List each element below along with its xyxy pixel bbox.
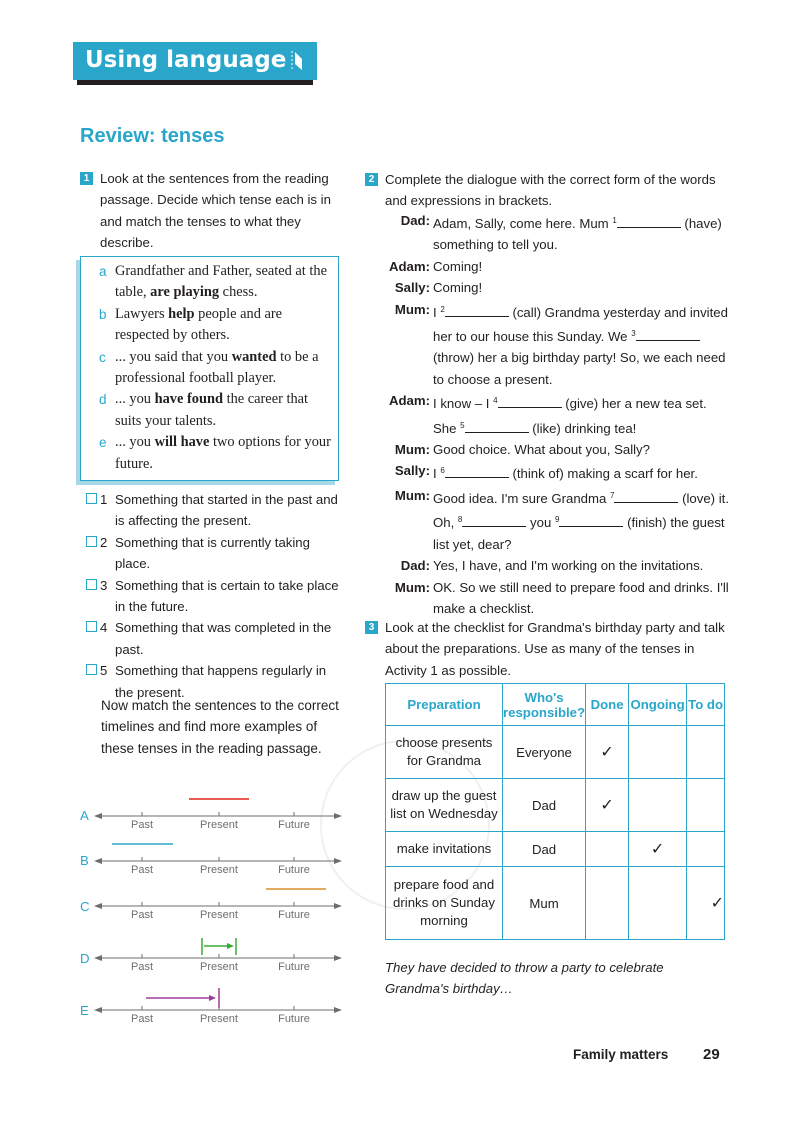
arrow-right-icon: [334, 903, 342, 909]
timeline-label-present: Present: [200, 961, 238, 973]
dialogue-text: you: [526, 515, 555, 531]
header-preparation: Preparation: [386, 684, 503, 726]
dialogue-text: (think of) making a scarf for her.: [508, 466, 698, 482]
sentence-item: [99, 261, 332, 304]
timeline-label-past: Past: [130, 961, 154, 973]
blank-number: 1: [612, 216, 617, 225]
sentence-letter: b: [99, 306, 107, 322]
description-text: Something that started in the past and is affecting the present.: [115, 492, 338, 529]
dialogue-text: Coming!: [433, 280, 483, 296]
blank-number: 8: [457, 515, 463, 525]
arrow-left-icon: [94, 955, 102, 961]
sentence-text-post: two options for your future.: [115, 434, 331, 472]
answer-blank[interactable]: [465, 421, 529, 433]
activity2-number: 2: [365, 173, 378, 186]
sentence-text-post: chess.: [219, 284, 258, 301]
timeline-b: [94, 844, 342, 876]
dialogue-text: I: [433, 304, 441, 320]
sentence-text-pre: ... you: [115, 434, 155, 451]
answer-blank[interactable]: [498, 396, 562, 408]
cell-preparation: choose presents for Grandma: [386, 726, 503, 779]
dialogue-text: Good choice. What about you, Sally?: [433, 442, 650, 458]
description-number: 3: [100, 577, 108, 593]
arrow-left-icon: [94, 903, 102, 909]
speaker-name: Sally:: [394, 280, 430, 296]
check-mark-icon: ✓: [600, 797, 614, 814]
description-item: [86, 489, 346, 532]
dialogue-text: (like) drinking tea!: [528, 420, 637, 436]
sentence-text-pre: Lawyers: [115, 305, 169, 322]
activity3-instructions: Look at the checklist for Grandma's birthday party and talk about the preparations. Use as many of the tenses in Activity 1 as possible.: [385, 620, 725, 678]
dialogue: [384, 210, 729, 619]
timeline-label-future: Future: [278, 909, 310, 921]
timeline-label-past: Past: [130, 864, 154, 876]
table-row: [386, 867, 725, 940]
timeline-d: [94, 938, 342, 973]
header-todo: To do: [687, 684, 725, 726]
arrow-right-icon: [227, 943, 234, 949]
blank-number: 5: [460, 420, 465, 430]
header-done: Done: [586, 684, 629, 726]
cell-status-done: [586, 726, 629, 779]
answer-checkbox[interactable]: [86, 493, 97, 504]
description-text: Something that happens regularly in the present.: [115, 663, 327, 700]
section-title: Review: tenses: [80, 125, 225, 147]
blank-number: 2: [440, 304, 445, 314]
timeline-label-a: A: [80, 808, 89, 823]
cell-status-ongoing: [629, 779, 687, 832]
footer-page-number: 29: [703, 1046, 720, 1063]
timeline-label-future: Future: [278, 961, 310, 973]
dialogue-text: (finish) the guest list yet, dear?: [433, 515, 725, 552]
sentence-item: [99, 432, 332, 475]
description-number: 1: [100, 492, 108, 507]
answer-blank[interactable]: [462, 515, 526, 527]
speaker-name: Adam:: [388, 393, 430, 409]
speaker-name: Dad:: [400, 213, 430, 228]
arrow-right-icon: [334, 858, 342, 864]
sentence-verb: will have: [154, 434, 210, 451]
speaker-name: Adam:: [388, 258, 430, 274]
dialogue-text: I: [433, 466, 441, 482]
arrow-left-icon: [94, 1007, 102, 1013]
timeline-label-future: Future: [278, 819, 310, 831]
description-item: [86, 532, 346, 575]
dialogue-line: [384, 299, 729, 391]
sentence-letter: d: [99, 392, 107, 408]
check-mark-icon: ✓: [600, 744, 614, 761]
cell-responsible: Everyone: [503, 726, 586, 779]
timeline-label-past: Past: [130, 1013, 154, 1025]
sentence-text-pre: ... you: [115, 391, 155, 408]
match-instructions: Now match the sentences to the correct timelines and find more examples of these tenses in the reading passage.: [101, 698, 339, 756]
timeline-label-present: Present: [200, 1013, 238, 1025]
checklist-table: [385, 683, 725, 940]
dialogue-line: [384, 555, 729, 576]
activity3-number: 3: [365, 621, 378, 634]
dialogue-line: [384, 256, 729, 277]
dialogue-line: [384, 460, 729, 484]
blank-number: 9: [554, 515, 560, 525]
cell-responsible: Dad: [503, 779, 586, 832]
table-header-row: [386, 684, 725, 726]
header-ongoing: Ongoing: [629, 684, 687, 726]
arrow-right-icon: [209, 995, 216, 1001]
cell-status-to-do: [687, 779, 725, 832]
arrow-left-icon: [94, 813, 102, 819]
cell-status-done: [586, 779, 629, 832]
description-text: Something that was completed in the past.: [115, 620, 332, 657]
timeline-label-past: Past: [130, 909, 154, 921]
blank-number: 3: [631, 329, 636, 339]
dialogue-text: Adam, Sally, come here. Mum: [433, 216, 613, 231]
activity1-instructions: Look at the sentences from the reading passage. Decide which tense each is in and match the tenses to what they describe.: [100, 171, 331, 251]
speaker-name: Dad:: [400, 558, 430, 574]
dialogue-text: (throw) her a big birthday party! So, we each need to choose a present.: [433, 350, 726, 387]
dialogue-line: [384, 390, 729, 439]
dialogue-text: OK. So we still need to prepare food and drinks. I'll make a checklist.: [433, 579, 729, 616]
answer-blank[interactable]: [636, 329, 700, 341]
description-list: [86, 489, 346, 703]
description-text: Something that is certain to take place in the future.: [115, 577, 339, 615]
cell-status-ongoing: [629, 726, 687, 779]
sentence-box: [80, 256, 339, 481]
dialogue-text: (love) it. Oh,: [433, 490, 729, 531]
cell-responsible: Mum: [503, 867, 586, 940]
activity3-heading: [365, 617, 725, 681]
sentence-text-post: people and are respected by others.: [115, 305, 283, 344]
dialogue-line: [384, 210, 729, 256]
blank-number: 7: [609, 490, 615, 500]
blank-number: 6: [440, 466, 445, 476]
timeline-label-past: Past: [130, 819, 154, 831]
dialogue-text: Yes, I have, and I'm working on the invitations.: [433, 558, 704, 574]
timeline-label-future: Future: [278, 1013, 310, 1025]
dialogue-text: (call) Grandma yesterday and invited her to our house this Sunday. We: [433, 304, 728, 345]
timeline-label-b: B: [80, 853, 89, 868]
cell-status-done: [586, 867, 629, 940]
description-number: 2: [100, 534, 108, 550]
timeline-label-present: Present: [200, 909, 238, 921]
sentence-verb: help: [168, 305, 195, 322]
sentence-item: [99, 389, 332, 432]
description-number: 5: [100, 663, 108, 679]
cell-status-done: [586, 832, 629, 867]
speaker-name: Mum:: [394, 487, 430, 503]
cell-status-to-do: [687, 867, 725, 940]
answer-checkbox[interactable]: [86, 664, 97, 675]
sentence-text-pre: ... you said that you: [115, 348, 232, 365]
cell-status-to-do: [687, 726, 725, 779]
sentence-letter: a: [99, 264, 107, 279]
timeline-label-present: Present: [200, 819, 238, 831]
activity1-number: 1: [80, 172, 93, 185]
sentence-text-post: to be a professional football player.: [115, 348, 319, 387]
timeline-label-c: C: [80, 899, 90, 914]
dialogue-text: (give) her a new tea set. She: [433, 396, 707, 436]
timeline-c: [94, 889, 342, 921]
blank-number: 4: [493, 396, 498, 406]
check-mark-icon: ✓: [710, 895, 725, 912]
timeline-label-d: D: [80, 951, 90, 966]
footer-unit-title: Family matters: [573, 1047, 669, 1062]
dialogue-line: [384, 277, 729, 298]
sentence-verb: have found: [154, 391, 223, 408]
answer-blank[interactable]: [445, 466, 509, 478]
cell-responsible: Dad: [503, 832, 586, 867]
answer-blank[interactable]: [617, 216, 681, 228]
arrow-right-icon: [334, 1007, 342, 1013]
answer-blank[interactable]: [445, 305, 509, 317]
timeline-label-present: Present: [200, 864, 238, 876]
cell-preparation: draw up the guest list on Wednesday: [386, 779, 503, 832]
speaker-name: Mum:: [394, 579, 430, 595]
cell-status-ongoing: [629, 832, 687, 867]
sentence-item: [99, 347, 332, 390]
section-banner: [73, 42, 317, 80]
timeline-a: [94, 799, 342, 831]
cell-status-to-do: [687, 832, 725, 867]
description-item: [86, 617, 346, 660]
banner-title: Using language: [85, 47, 287, 73]
sentence-letter: c: [99, 349, 106, 365]
activity2-instructions: Complete the dialogue with the correct form of the words and expressions in brackets.: [385, 172, 716, 209]
timelines-diagram: [94, 790, 344, 1030]
arrow-right-icon: [334, 955, 342, 961]
sentence-text-post: the career that suits your talents.: [115, 391, 309, 429]
answer-blank[interactable]: [559, 515, 623, 527]
sentence-letter: e: [99, 435, 107, 451]
timeline-label-e: E: [80, 1003, 89, 1018]
sentence-item: [99, 304, 332, 347]
bookmark-icon: [291, 50, 303, 72]
dialogue-text: Coming!: [433, 258, 483, 274]
description-text: Something that is currently taking place.: [115, 534, 310, 572]
sentence-verb: wanted: [231, 348, 277, 365]
dialogue-text: Good idea. I'm sure Grandma: [433, 490, 610, 506]
dialogue-text: (have) something to tell you.: [433, 216, 722, 253]
arrow-right-icon: [334, 813, 342, 819]
header-responsible: Who's responsible?: [503, 684, 586, 726]
cell-status-ongoing: [629, 867, 687, 940]
speaker-name: Mum:: [394, 442, 430, 458]
arrow-left-icon: [94, 858, 102, 864]
table-row: [386, 726, 725, 779]
table-row: [386, 832, 725, 867]
speaker-name: Sally:: [394, 463, 430, 479]
description-number: 4: [100, 620, 108, 636]
dialogue-line: [384, 485, 729, 555]
dialogue-line: [384, 439, 729, 460]
answer-checkbox[interactable]: [86, 536, 97, 547]
speaker-name: Mum:: [394, 301, 430, 317]
check-mark-icon: ✓: [650, 841, 665, 858]
activity1-heading: [80, 168, 340, 254]
description-item: [86, 575, 346, 618]
answer-checkbox[interactable]: [86, 621, 97, 632]
activity2-heading: [365, 169, 725, 212]
answer-blank[interactable]: [614, 491, 678, 503]
dialogue-line: [384, 577, 729, 620]
cell-preparation: prepare food and drinks on Sunday morning: [386, 867, 503, 940]
cell-preparation: make invitations: [386, 832, 503, 867]
timeline-e: [94, 988, 342, 1025]
sentence-verb: are playing: [150, 284, 220, 301]
dialogue-text: I know – I: [433, 396, 494, 412]
table-row: [386, 779, 725, 832]
sentence-text-pre: Grandfather and Father, seated at the table,: [115, 263, 327, 301]
timeline-label-future: Future: [278, 864, 310, 876]
answer-checkbox[interactable]: [86, 579, 97, 590]
closing-example: They have decided to throw a party to celebrate Grandma's birthday…: [385, 960, 664, 997]
